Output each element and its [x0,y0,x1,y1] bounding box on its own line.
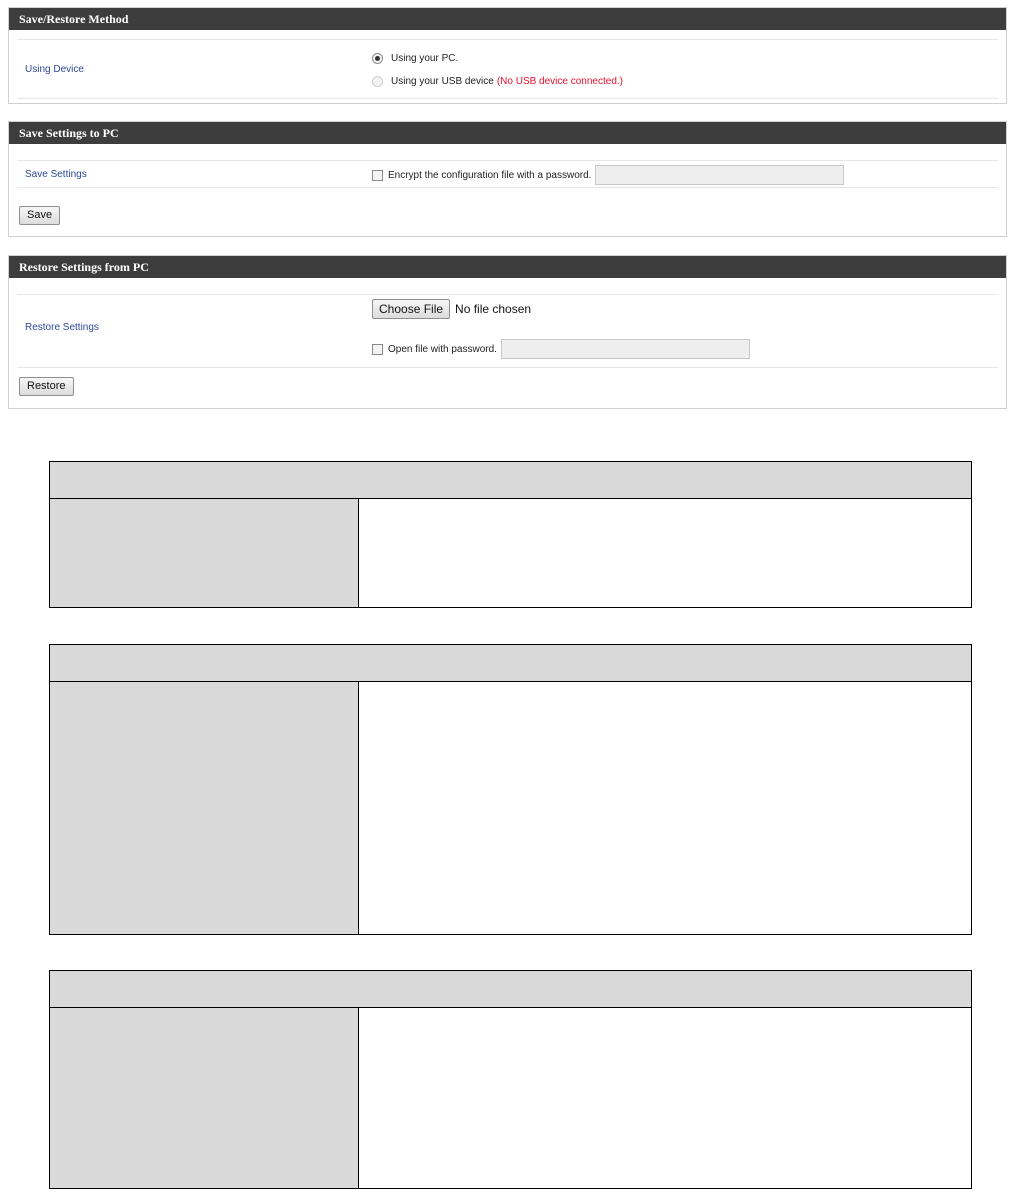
encrypt-password-input[interactable] [595,165,844,185]
restore-button[interactable]: Restore [19,377,74,396]
save-button[interactable]: Save [19,206,60,225]
encrypt-label: Encrypt the configuration file with a password. [388,169,592,181]
table-header [50,462,971,499]
usb-status-note: (No USB device connected.) [496,76,623,87]
table-body [50,499,971,607]
restore-settings-label: Restore Settings [25,322,99,333]
save-restore-method-panel [8,7,1007,104]
using-usb-label: Using your USB device [391,76,494,87]
panel-title: Save/Restore Method [9,8,1006,30]
open-password-label: Open file with password. [388,343,497,355]
save-settings-row [17,160,998,188]
using-usb-option[interactable] [372,76,623,87]
description-table-1 [49,461,972,608]
table-label-cell [50,499,359,607]
using-pc-option[interactable] [372,53,458,64]
description-table-3 [49,970,972,1189]
table-body [50,1008,971,1188]
using-usb-radio[interactable] [372,76,383,87]
table-description-cell [359,1008,971,1188]
using-device-label: Using Device [25,64,84,75]
table-header [50,645,971,682]
restore-settings-row [17,294,998,368]
using-pc-radio[interactable] [372,53,383,64]
using-pc-label: Using your PC. [391,53,459,64]
no-file-chosen-text: No file chosen [455,302,532,316]
choose-file-button[interactable]: Choose File [372,299,450,319]
table-label-cell [50,1008,359,1188]
panel-title: Save Settings to PC [9,122,1006,144]
table-description-cell [359,682,971,934]
file-picker [372,299,531,319]
using-device-row [17,39,998,99]
save-settings-panel [8,121,1007,237]
save-settings-label: Save Settings [25,169,87,180]
table-description-cell [359,499,971,607]
encrypt-option[interactable] [372,165,844,185]
restore-settings-panel [8,255,1007,409]
encrypt-checkbox[interactable] [372,170,383,181]
open-password-option[interactable] [372,339,750,359]
table-label-cell [50,682,359,934]
panel-title: Restore Settings from PC [9,256,1006,278]
table-body [50,682,971,934]
description-table-2 [49,644,972,935]
open-password-input[interactable] [501,339,750,359]
open-password-checkbox[interactable] [372,344,383,355]
table-header [50,971,971,1008]
